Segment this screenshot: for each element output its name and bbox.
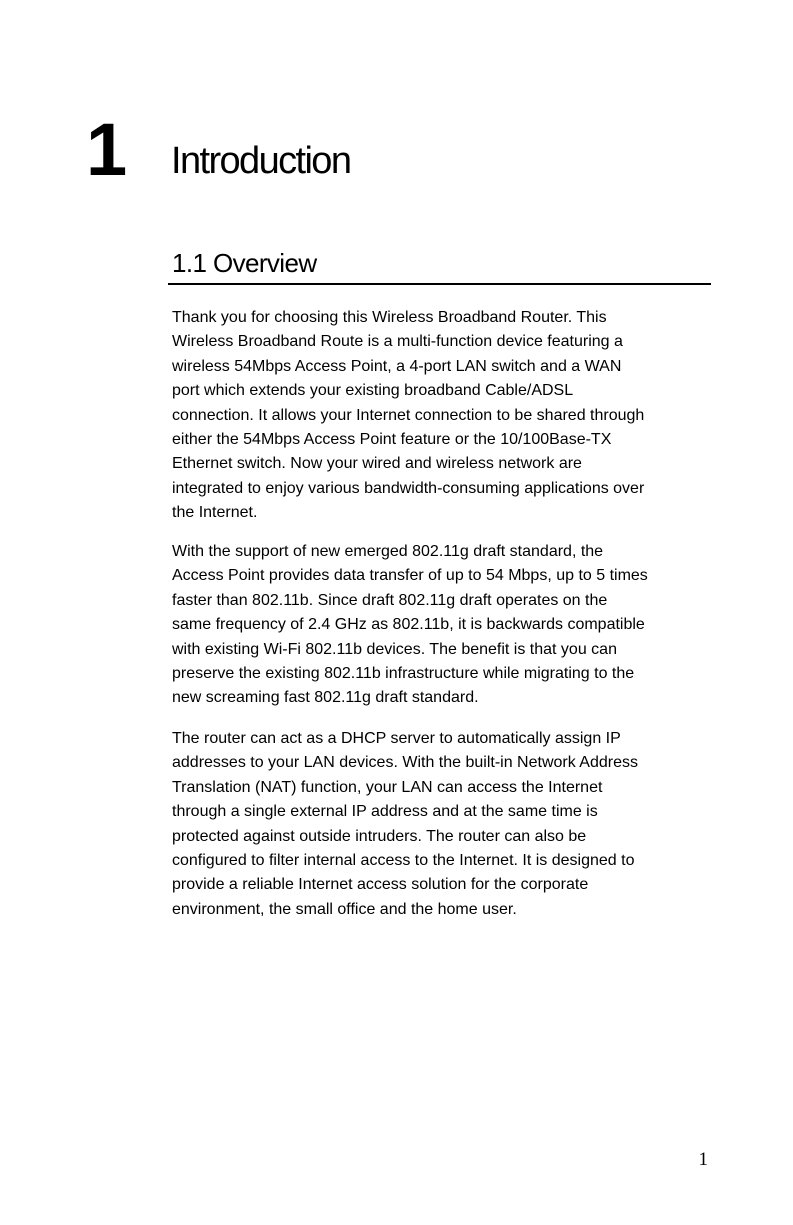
paragraph-line: Access Point provides data transfer of up to 54 Mbps, up to 5 times (172, 567, 648, 585)
overview-paragraph-2 (172, 540, 717, 711)
paragraph-line: Ethernet switch. Now your wired and wireless network are (172, 455, 582, 473)
paragraph-line: preserve the existing 802.11b infrastructure while migrating to the (172, 665, 635, 683)
paragraph-line: Thank you for choosing this Wireless Broadband Router. This (172, 309, 607, 326)
paragraph-line: provide a reliable Internet access solution for the corporate (172, 876, 589, 894)
paragraph-line: Wireless Broadband Route is a multi-function device featuring a (172, 333, 623, 351)
paragraph-line: port which extends your existing broadband Cable/ADSL (172, 382, 574, 400)
paragraph-line: protected against outside intruders. The router can also be (172, 827, 587, 845)
paragraph-line: integrated to enjoy various bandwidth-consuming applications over (172, 479, 645, 497)
paragraph-line: configured to filter internal access to the Internet. It is designed to (172, 852, 635, 870)
overview-paragraph-1 (172, 306, 717, 526)
paragraph-line: the Internet. (172, 504, 258, 522)
paragraph-line: through a single external IP address and at the same time is (172, 803, 598, 821)
paragraph-line: faster than 802.11b. Since draft 802.11g draft operates on the (172, 591, 608, 609)
paragraph-line: addresses to your LAN devices. With the built-in Network Address (172, 754, 638, 772)
paragraph-line: connection. It allows your Internet connection to be shared through (172, 406, 645, 424)
paragraph-line: same frequency of 2.4 GHz as 802.11b, it is backwards compatible (172, 616, 645, 634)
chapter-title: Introduction (171, 140, 351, 182)
paragraph-line: with existing Wi-Fi 802.11b devices. The benefit is that you can (172, 640, 617, 658)
section-title: 1.1 Overview (172, 248, 317, 278)
paragraph-line: new screaming fast 802.11g draft standard. (172, 689, 479, 707)
paragraph-line: wireless 54Mbps Access Point, a 4-port LAN switch and a WAN (172, 357, 622, 375)
chapter-number: 1 (86, 108, 128, 191)
overview-paragraph-3 (172, 727, 717, 922)
page-number: 1 (698, 1149, 708, 1170)
paragraph-line: With the support of new emerged 802.11g draft standard, the (172, 543, 604, 560)
paragraph-line: either the 54Mbps Access Point feature or the 10/100Base-TX (172, 431, 612, 449)
paragraph-line: Translation (NAT) function, your LAN can access the Internet (172, 778, 603, 796)
paragraph-line: environment, the small office and the home user. (172, 900, 517, 918)
section-rule (168, 283, 711, 285)
paragraph-line: The router can act as a DHCP server to automatically assign IP (172, 730, 621, 747)
